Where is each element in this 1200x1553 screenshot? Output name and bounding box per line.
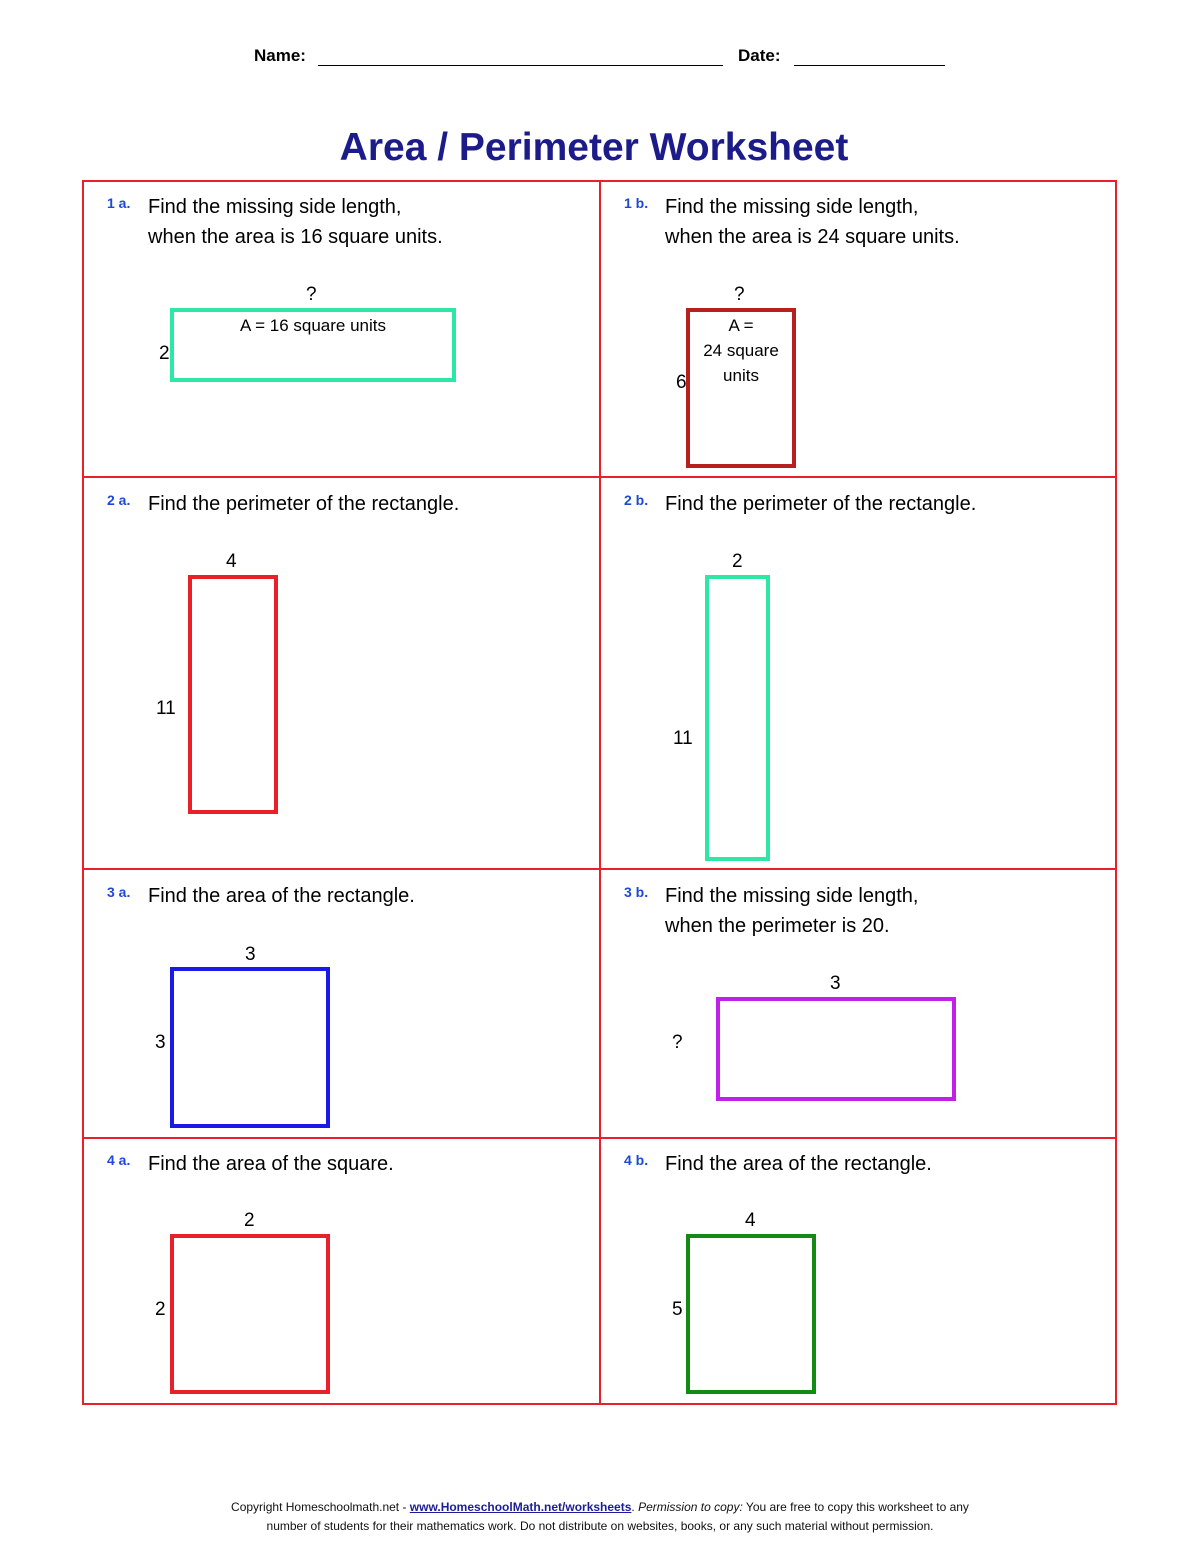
problem-text: Find the area of the rectangle. <box>148 885 415 907</box>
problem-text: Find the perimeter of the rectangle. <box>665 493 977 515</box>
problem-text: Find the perimeter of the rectangle. <box>148 493 460 515</box>
area-label: A = 24 square units <box>703 316 779 385</box>
problem-number: 2 a. <box>107 492 131 508</box>
rectangle-shape <box>705 575 770 861</box>
rectangle-shape <box>686 308 796 468</box>
side-label: ? <box>672 1032 683 1053</box>
problem-text: Find the area of the square. <box>148 1153 394 1175</box>
permission-text: You are free to copy this worksheet to any <box>742 1500 969 1514</box>
top-label: 4 <box>745 1210 756 1231</box>
side-label: 5 <box>672 1299 683 1320</box>
rectangle-shape <box>686 1234 816 1394</box>
date-field-line[interactable] <box>794 65 945 66</box>
side-label: 11 <box>156 698 176 719</box>
top-label: 3 <box>245 944 256 965</box>
name-label: Name: <box>254 46 306 65</box>
name-field-line[interactable] <box>318 65 723 66</box>
side-label: 3 <box>155 1032 166 1053</box>
footer-line-2: number of students for their mathematics work. Do not distribute on websites, books, or any such material without permission. <box>266 1519 934 1533</box>
grid-divider <box>599 182 601 1403</box>
problem-text: Find the missing side length, when the area is 16 square units. <box>148 196 443 248</box>
copyright-text: Copyright Homeschoolmath.net - <box>231 1500 410 1514</box>
grid-divider <box>84 868 1115 870</box>
square-shape <box>170 1234 330 1394</box>
side-label: 6 <box>676 372 687 393</box>
rectangle-shape <box>170 967 330 1128</box>
top-label: 4 <box>226 551 237 572</box>
footer-line-1: Copyright Homeschoolmath.net - www.HomeschoolMath.net/worksheets. Permission to copy: You are free to copy this worksheet to any <box>231 1500 969 1514</box>
grid-divider <box>84 1137 1115 1139</box>
rectangle-shape <box>716 997 956 1101</box>
top-label: 3 <box>830 973 841 994</box>
problem-text: Find the missing side length, when the perimeter is 20. <box>665 885 919 937</box>
top-label: ? <box>734 284 745 305</box>
problem-number: 3 a. <box>107 884 131 900</box>
grid-divider <box>84 476 1115 478</box>
side-label: 2 <box>155 1299 166 1320</box>
problem-number: 1 b. <box>624 195 649 211</box>
footer <box>0 1498 1200 1536</box>
problem-number: 3 b. <box>624 884 649 900</box>
worksheets-link[interactable]: www.HomeschoolMath.net/worksheets <box>409 1500 632 1514</box>
permission-label: Permission to copy: <box>638 1500 743 1514</box>
problem-text: Find the area of the rectangle. <box>665 1153 932 1175</box>
top-label: 2 <box>244 1210 255 1231</box>
date-label: Date: <box>738 46 781 65</box>
rectangle-shape <box>188 575 278 814</box>
page-title: Area / Perimeter Worksheet <box>339 126 849 169</box>
top-label: 2 <box>732 551 743 572</box>
problem-number: 2 b. <box>624 492 649 508</box>
area-label: A = 16 square units <box>239 316 387 335</box>
side-label: 11 <box>673 728 693 749</box>
rectangle-shape <box>170 308 456 382</box>
problem-number: 4 a. <box>107 1152 131 1168</box>
problem-number: 1 a. <box>107 195 131 211</box>
problem-number: 4 b. <box>624 1152 649 1168</box>
problem-text: Find the missing side length, when the area is 24 square units. <box>665 196 960 248</box>
top-label: ? <box>306 284 317 305</box>
side-label: 2 <box>159 343 170 364</box>
